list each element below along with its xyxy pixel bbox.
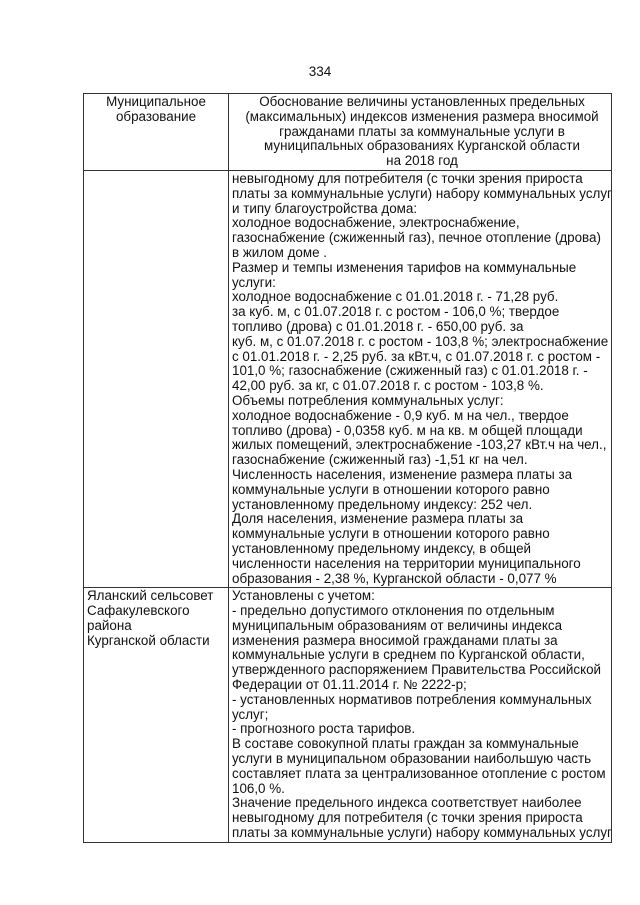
text-line: Размер и темпы изменения тарифов на коммунальные	[232, 259, 577, 275]
text-line: В составе совокупной платы граждан за коммунальные	[232, 736, 579, 752]
text-line: - предельно допустимого отклонения по отдельным	[232, 603, 555, 619]
text-line: изменения размера вносимой гражданами платы за	[232, 632, 558, 648]
text-line: в жилом доме .	[232, 244, 327, 260]
text-line: за куб. м, с 01.07.2018 г. с ростом - 106,0 %; твердое	[232, 304, 560, 320]
text-line: холодное водоснабжение - 0,9 куб. м на чел., твердое	[232, 407, 569, 423]
text-line: с 01.01.2018 г. - 2,25 руб. за кВт.ч, с 01.07.2018 г. с ростом -	[232, 348, 601, 364]
tariff-justification-table	[83, 93, 612, 843]
header-justification	[229, 94, 612, 171]
text-line: платы за коммунальные услуги) набору коммунальных услуг	[232, 825, 612, 841]
text-line: образования - 2,38 %, Курганской области - 0,077 %	[232, 570, 557, 586]
page-number: 334	[308, 64, 332, 79]
text-line: - установленных нормативов потребления коммунальных	[232, 691, 592, 707]
text-line: составляет плата за централизованное отопление с ростом	[232, 765, 606, 781]
text-line: Установлены с учетом:	[232, 588, 375, 604]
text-line: жилых помещений, электроснабжение -103,27 кВт.ч на чел.,	[232, 437, 607, 453]
text-line: газоснабжение (сжиженный газ) -1,51 кг на чел.	[232, 452, 528, 468]
text-line: невыгодному для потребителя (с точки зрения прироста	[232, 170, 583, 186]
text-line: коммунальные услуги в отношении которого равно	[232, 526, 550, 542]
text-line: Яланский сельсовет	[87, 588, 214, 604]
row1-justification	[229, 170, 612, 587]
text-line: Объемы потребления коммунальных услуг:	[232, 392, 504, 408]
header-municipality	[84, 94, 229, 171]
text-line: 42,00 руб. за кг, с 01.07.2018 г. с ростом - 103,8 %.	[232, 378, 544, 394]
text-line: коммунальные услуги в среднем по Курганской области,	[232, 647, 585, 663]
text-line: куб. м, с 01.07.2018 г. с ростом - 103,8 %; электроснабжение	[232, 333, 609, 349]
text-line: Значение предельного индекса соответствует наиболее	[232, 795, 582, 811]
text-line: образование	[115, 108, 197, 124]
row1-municipality	[84, 170, 229, 587]
text-line: района	[87, 617, 132, 633]
text-line: холодное водоснабжение, электроснабжение,	[232, 215, 520, 231]
text-line: Обоснование величины установленных предельных	[259, 94, 585, 109]
text-line: и типу благоустройства дома:	[232, 200, 418, 216]
text-line: Курганской области	[87, 632, 210, 648]
text-line: невыгодному для потребителя (с точки зрения прироста	[232, 810, 583, 826]
text-line: услуги:	[232, 274, 276, 290]
text-line: Муниципальное	[106, 94, 206, 109]
text-line: 101,0 %; газоснабжение (сжиженный газ) с 01.01.2018 г. -	[232, 363, 588, 379]
text-line: Доля населения, изменение размера платы за	[232, 511, 524, 527]
text-line: утвержденного распоряжением Правительства Российской	[232, 662, 602, 678]
table-row	[84, 170, 612, 587]
text-line: - прогнозного роста тарифов.	[232, 721, 416, 737]
text-line: численности населения на территории муниципального	[232, 555, 581, 571]
text-line: коммунальные услуги в отношении которого равно	[232, 481, 550, 497]
table-row	[84, 588, 612, 843]
row2-municipality	[84, 588, 229, 843]
text-line: муниципальных образованиях Курганской области	[264, 138, 580, 154]
text-line: на 2018 год	[386, 153, 458, 169]
text-line: услуги в муниципальном образовании наибольшую часть	[232, 751, 592, 767]
row2-justification	[229, 588, 612, 843]
text-line: топливо (дрова) - 0,0358 куб. м на кв. м общей площади	[232, 422, 583, 438]
text-line: 106,0 %.	[232, 780, 285, 796]
text-line: топливо (дрова) с 01.01.2018 г. - 650,00 руб. за	[232, 318, 524, 334]
text-line: услуг;	[232, 706, 269, 722]
text-line: платы за коммунальные услуги) набору коммунальных услуг	[232, 185, 612, 201]
text-line: муниципальным образованиям от величины индекса	[232, 617, 563, 633]
table-header-row	[84, 94, 612, 171]
text-line: (максимальных) индексов изменения размера вносимой	[245, 108, 599, 124]
text-line: газоснабжение (сжиженный газ), печное отопление (дрова)	[232, 230, 601, 246]
text-line: Численность населения, изменение размера платы за	[232, 466, 573, 482]
text-line: Сафакулевского	[87, 603, 190, 619]
text-line: установленному предельному индексу: 252 чел.	[232, 496, 533, 512]
text-line: гражданами платы за коммунальные услуги в	[279, 123, 565, 139]
text-line: холодное водоснабжение с 01.01.2018 г. - 71,28 руб.	[232, 289, 559, 305]
text-line: установленному предельному индексу, в общей	[232, 540, 532, 556]
text-line: Федерации от 01.11.2014 г. № 2222-р;	[232, 677, 467, 693]
